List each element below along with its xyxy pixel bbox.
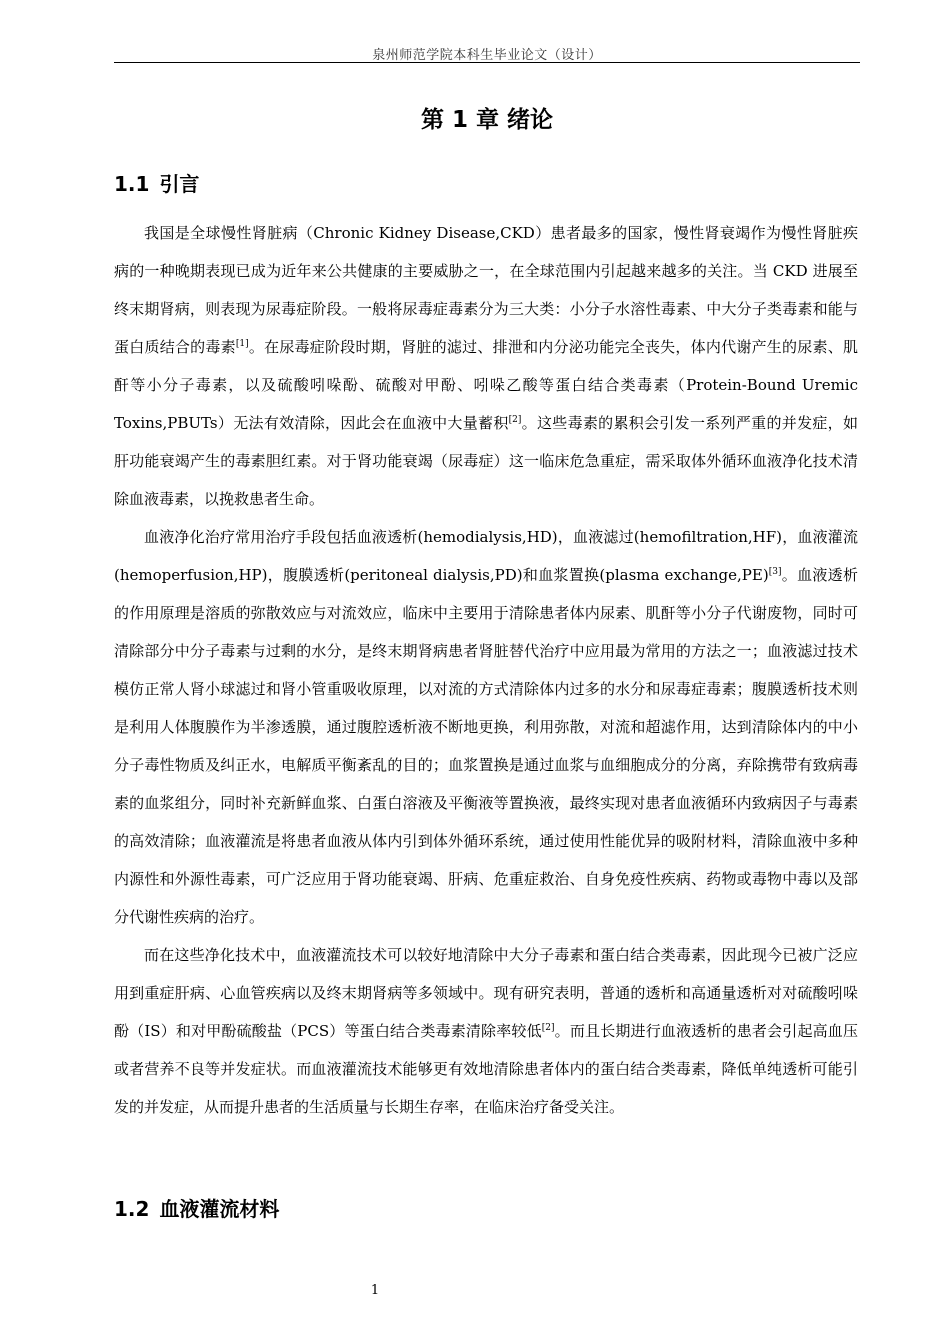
citation-ref: [3] [768,567,782,577]
paragraph-text: 而在这些净化技术中，血液灌流技术可以较好地清除中大分子毒素和蛋白结合类毒素，因此现今已被广泛应用到重症肝病、心血管疾病以及终末期肾病等多领域中。现有研究表明，普通的透析和高通量透析对对硫酸吲哚酚（IS）和对甲酚硫酸盐（PCS）等蛋白结合类毒素清除率较低 [114,946,858,1040]
citation-ref: [2] [541,1023,555,1033]
paragraph-text: 。而且长期进行血液透析的患者会引起高血压或者营养不良等并发症状。而血液灌流技术能够更有效地清除患者体内的蛋白结合类毒素，降低单纯透析可能引发的并发症，从而提升患者的生活质量与长期生存率，在临床治疗备受关注。 [114,1022,858,1116]
section-number: 1.2 [114,1197,150,1221]
paragraph-3 [114,936,858,1126]
running-header: 泉州师范学院本科生毕业论文（设计） [372,48,602,63]
paragraph-text: 。在尿毒症阶段时期，肾脏的滤过、排泄和内分泌功能完全丧失，体内代谢产生的尿素、肌酐等小分子毒素，以及硫酸吲哚酚、硫酸对甲酚、吲哚乙酸等蛋白结合类毒素（Protein-Bound Uremic Toxins,PBUTs）无法有效清除，因此会在血液中大量蓄积 [114,338,858,432]
paragraph-text: 我国是全球慢性肾脏病（Chronic Kidney Disease,CKD）患者最多的国家，慢性肾衰竭作为慢性肾脏疾病的一种晚期表现已成为近年来公共健康的主要威胁之一，在全球范围内引起越来越多的关注。当 CKD 进展至终末期肾病，则表现为尿毒症阶段。一般将尿毒症毒素分为三大类：小分子水溶性毒素、中大分子类毒素和能与蛋白质结合的毒素 [114,224,858,356]
chapter-title: 第 1 章 绪论 [420,107,554,133]
section-title: 血液灌流材料 [159,1197,280,1221]
citation-ref: [2] [508,415,522,425]
page-number: 1 [370,1283,380,1298]
paragraph-text: 。血液透析的作用原理是溶质的弥散效应与对流效应，临床中主要用于清除患者体内尿素、肌酐等小分子代谢废物，同时可清除部分中分子毒素与过剩的水分，是终末期肾病患者肾脏替代治疗中应用最为常用的方法之一；血液滤过技术模仿正常人肾小球滤过和肾小管重吸收原理，以对流的方式清除体内过多的水分和尿毒症毒素；腹膜透析技术则是利用人体腹膜作为半渗透膜，通过腹腔透析液不断地更换，利用弥散，对流和超滤作用，达到清除体内的中小分子毒性物质及纠正水，电解质平衡紊乱的目的；血浆置换是通过血浆与血细胞成分的分离，弃除携带有致病毒素的血浆组分，同时补充新鲜血浆、白蛋白溶液及平衡液等置换液，最终实现对患者血液循环内致病因子与毒素的高效清除；血液灌流是将患者血液从体内引到体外循环系统，通过使用性能优异的吸附材料，清除血液中多种内源性和外源性毒素，可广泛应用于肾功能衰竭、肝病、危重症救治、自身免疫性疾病、药物或毒物中毒以及部分代谢性疾病的治疗。 [114,566,858,926]
body-text [114,214,858,1126]
section-number: 1.1 [114,172,150,196]
paragraph-2 [114,518,858,936]
section-title: 引言 [159,172,200,196]
paragraph-1 [114,214,858,518]
citation-ref: [1] [235,339,249,349]
paragraph-text: 。这些毒素的累积会引发一系列严重的并发症，如肝功能衰竭产生的毒素胆红素。对于肾功能衰竭（尿毒症）这一临床危急重症，需采取体外循环血液净化技术清除血液毒素，以挽救患者生命。 [114,414,858,508]
paragraph-text: 血液净化治疗常用治疗手段包括血液透析(hemodialysis,HD)，血液滤过(hemofiltration,HF)，血液灌流(hemoperfusion,HP)，腹膜透析(peritoneal dialysis,PD)和血浆置换(plasma exchange,PE) [114,528,858,584]
section-heading-materials [114,1193,279,1222]
section-heading-intro [114,168,199,197]
header-rule [114,62,860,63]
